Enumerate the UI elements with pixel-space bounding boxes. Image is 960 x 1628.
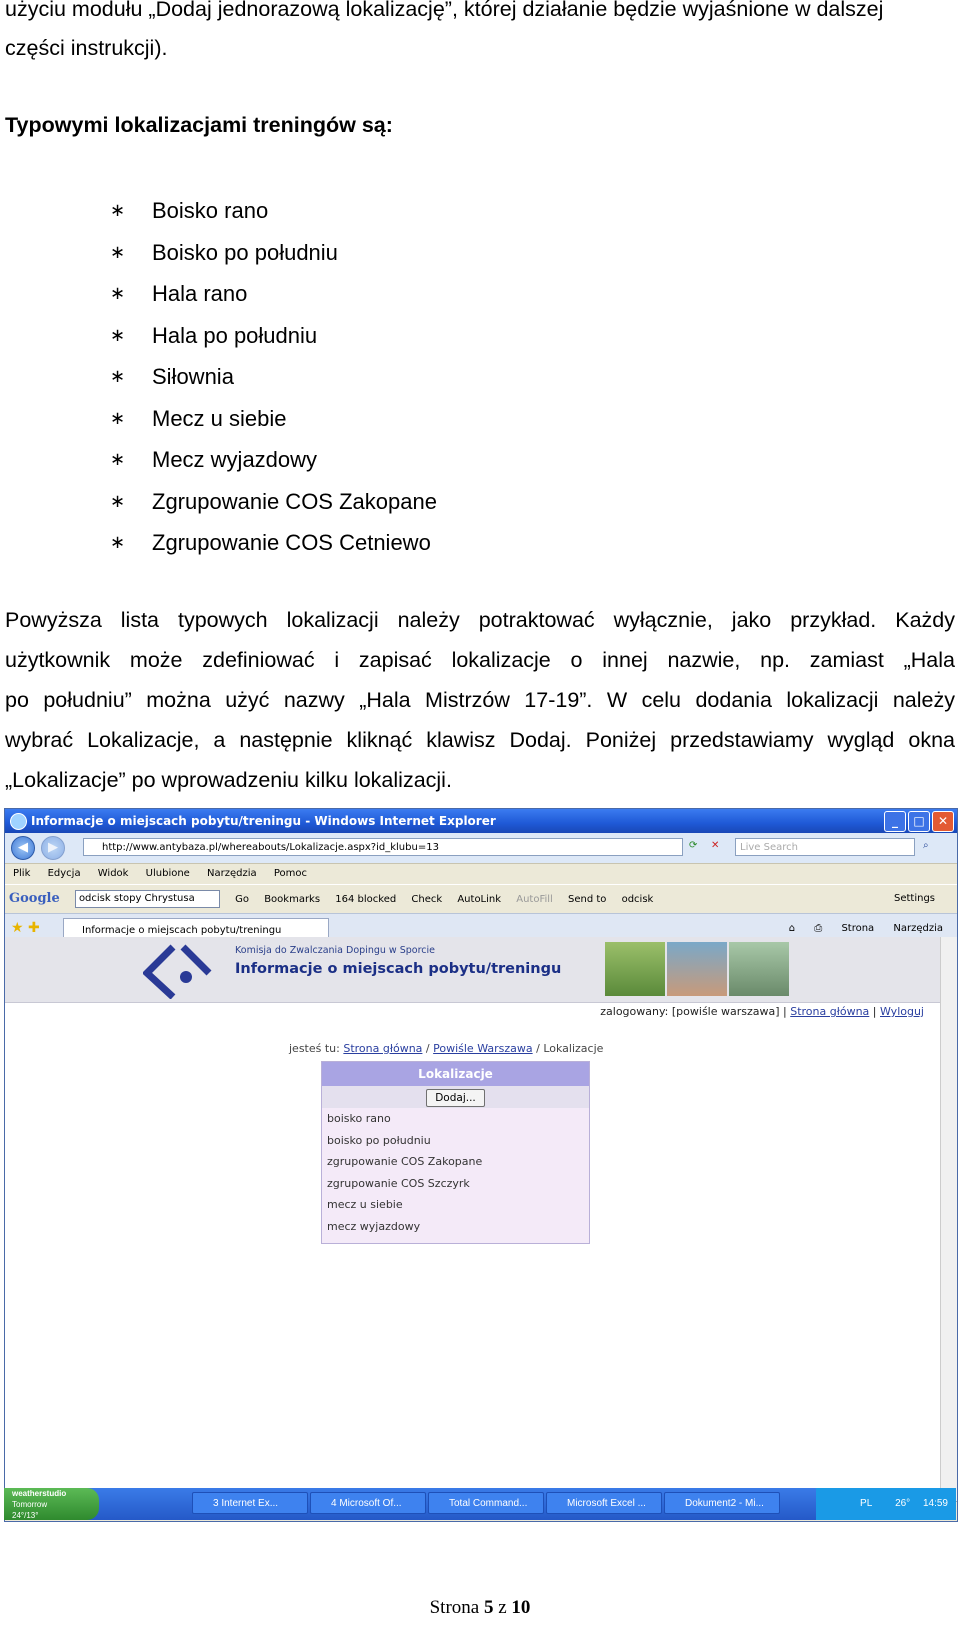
clock: 14:59 — [922, 1498, 948, 1509]
maximize-button[interactable]: □ — [908, 811, 930, 832]
page-total: 10 — [511, 1597, 531, 1618]
tab-current[interactable]: Informacje o miejscach pobytu/treningu — [63, 918, 329, 942]
page-content — [5, 937, 940, 1501]
autolink-button[interactable]: AutoLink — [457, 894, 502, 905]
ie-icon — [10, 813, 27, 830]
refresh-icon[interactable]: ⟳ — [689, 840, 698, 851]
site-title: Informacje o miejscach pobytu/treningu — [235, 961, 562, 977]
breadcrumb: jesteś tu: Strona główna / Powiśle Warszawa / Lokalizacje — [289, 1042, 604, 1055]
browser-screenshot — [4, 808, 958, 1522]
windows-taskbar — [4, 1488, 956, 1520]
breadcrumb-home-link[interactable]: Strona główna — [343, 1042, 423, 1055]
list-item: ∗ Hala rano — [110, 273, 437, 315]
taskbar-button[interactable]: Dokument2 - Mi... — [664, 1492, 780, 1514]
language-indicator[interactable]: PL — [860, 1498, 873, 1509]
minimize-button[interactable]: _ — [884, 811, 906, 832]
paragraph-line-3: po południu” można użyć nazwy „Hala Mistrzów 17-19”. W celu dodania lokalizacji należy — [5, 688, 955, 712]
list-item: ∗ Boisko po południu — [110, 232, 437, 274]
menu-item[interactable]: Ulubione — [145, 868, 190, 879]
vertical-scrollbar[interactable] — [940, 937, 957, 1501]
google-logo: Google — [9, 891, 60, 906]
photo-football — [605, 942, 665, 996]
highlight-button[interactable]: odcisk — [621, 894, 654, 905]
autofill-button[interactable]: AutoFill — [516, 894, 553, 905]
go-button[interactable]: Go — [235, 894, 249, 905]
bullet-icon: ∗ — [110, 283, 126, 303]
locations-panel — [321, 1061, 590, 1244]
tools-menu[interactable]: Narzędzia — [893, 923, 943, 934]
bullet-icon: ∗ — [110, 532, 126, 552]
popups-blocked[interactable]: 164 blocked — [335, 894, 397, 905]
address-input[interactable]: http://www.antybaza.pl/whereabouts/Lokalizacje.aspx?id_klubu=13 — [83, 838, 683, 856]
logo-icon — [143, 943, 213, 999]
intro-line-1: użyciu modułu „Dodaj jednorazową lokalizację”, której działanie będzie wyjaśnione w dalszej — [5, 0, 884, 21]
menu-item[interactable]: Plik — [13, 868, 31, 879]
stop-icon[interactable]: ✕ — [711, 840, 720, 851]
menu-item[interactable]: Pomoc — [273, 868, 307, 879]
menu-item[interactable]: Edycja — [47, 868, 81, 879]
temperature: 26° — [895, 1498, 911, 1509]
bullet-icon: ∗ — [110, 490, 126, 511]
location-examples-list — [110, 190, 437, 564]
paragraph-line-5: „Lokalizacje” po wprowadzeniu kilku lokalizacji. — [5, 768, 452, 792]
page-number: 5 — [483, 1597, 494, 1618]
close-button[interactable]: ✕ — [932, 811, 954, 832]
page-footer: Strona 5 z 10 — [429, 1597, 531, 1618]
weather-widget[interactable]: weatherstudio Tomorrow 24°/13° — [4, 1488, 99, 1520]
photo-cyclists — [729, 942, 789, 996]
list-item: ∗ Zgrupowanie COS Cetniewo — [110, 522, 437, 564]
home-link[interactable]: Strona główna — [790, 1005, 870, 1018]
location-item[interactable]: mecz u siebie — [327, 1198, 403, 1211]
page-menu[interactable]: Strona — [841, 923, 875, 934]
menu-item[interactable]: Widok — [97, 868, 129, 879]
paragraph-line-2: użytkownik może zdefiniować i zapisać lokalizacje o innej nazwie, np. zamiast „Hala — [5, 648, 955, 672]
window-titlebar — [5, 809, 957, 833]
location-item[interactable]: zgrupowanie COS Zakopane — [327, 1155, 483, 1168]
list-item: ∗ Boisko rano — [110, 190, 437, 232]
location-item[interactable]: zgrupowanie COS Szczyrk — [327, 1176, 470, 1190]
location-item[interactable]: mecz wyjazdowy — [327, 1219, 421, 1233]
taskbar-button[interactable]: 4 Microsoft Of... — [310, 1492, 426, 1514]
system-tray — [816, 1488, 956, 1520]
site-banner — [5, 937, 940, 1003]
bullet-icon: ∗ — [110, 366, 126, 386]
search-input[interactable]: Live Search — [735, 838, 915, 856]
bullet-icon: ∗ — [110, 449, 126, 469]
print-icon[interactable]: ⎙ — [814, 923, 823, 934]
location-item[interactable]: boisko rano — [327, 1112, 391, 1125]
logout-link[interactable]: Wyloguj — [880, 1005, 924, 1018]
taskbar-button[interactable]: Microsoft Excel ... — [546, 1492, 662, 1514]
list-item: ∗ Mecz wyjazdowy — [110, 439, 437, 481]
paragraph-line-4: wybrać Lokalizacje, a następnie kliknąć klawisz Dodaj. Poniżej przedstawiamy wygląd okna — [5, 728, 955, 752]
photo-swimmer — [667, 942, 727, 996]
window-title: Informacje o miejscach pobytu/treningu - Windows Internet Explorer — [31, 814, 496, 828]
taskbar-button[interactable]: Total Command... — [428, 1492, 544, 1514]
intro-line-2: części instrukcji). — [5, 36, 168, 60]
menu-bar — [5, 863, 957, 884]
address-toolbar — [5, 833, 957, 863]
settings-button[interactable]: Settings — [893, 893, 935, 904]
taskbar-button[interactable]: 3 Internet Ex... — [192, 1492, 308, 1514]
login-status: zalogowany: [powiśle warszawa] | Strona główna | Wyloguj — [600, 1005, 924, 1018]
panel-title: Lokalizacje — [322, 1062, 589, 1086]
list-item: ∗ Hala po południu — [110, 315, 437, 357]
location-item[interactable]: boisko po południu — [327, 1133, 431, 1147]
send-to-button[interactable]: Send to — [568, 894, 607, 905]
add-button[interactable]: Dodaj... — [426, 1089, 485, 1107]
section-heading: Typowymi lokalizacjami treningów są: — [5, 113, 393, 137]
organization-name: Komisja do Zwalczania Dopingu w Sporcie — [235, 945, 435, 956]
list-item: ∗ Mecz u siebie — [110, 398, 437, 440]
favorites-star-icon[interactable]: ★ ✚ — [11, 920, 40, 936]
forward-icon[interactable]: ▶ — [41, 836, 65, 860]
paragraph-line-1: Powyższa lista typowych lokalizacji należy potraktować wyłącznie, jako przykład. Każdy — [5, 608, 955, 632]
bullet-icon: ∗ — [110, 324, 126, 345]
bullet-icon: ∗ — [110, 241, 126, 262]
google-search-input[interactable]: odcisk stopy Chrystusa — [75, 890, 220, 908]
home-icon[interactable]: ⌂ — [788, 923, 796, 934]
bullet-icon: ∗ — [110, 200, 126, 220]
back-icon[interactable]: ◀ — [11, 836, 35, 860]
list-item: ∗ Siłownia — [110, 356, 437, 398]
bookmarks-button[interactable]: Bookmarks — [264, 894, 321, 905]
check-button[interactable]: Check — [411, 894, 443, 905]
list-item: ∗ Zgrupowanie COS Zakopane — [110, 481, 437, 523]
bullet-icon: ∗ — [110, 407, 126, 428]
menu-item[interactable]: Narzędzia — [207, 868, 257, 879]
breadcrumb-club-link[interactable]: Powiśle Warszawa — [433, 1042, 533, 1055]
google-toolbar — [5, 884, 957, 913]
search-icon[interactable]: ⌕ — [923, 840, 929, 851]
